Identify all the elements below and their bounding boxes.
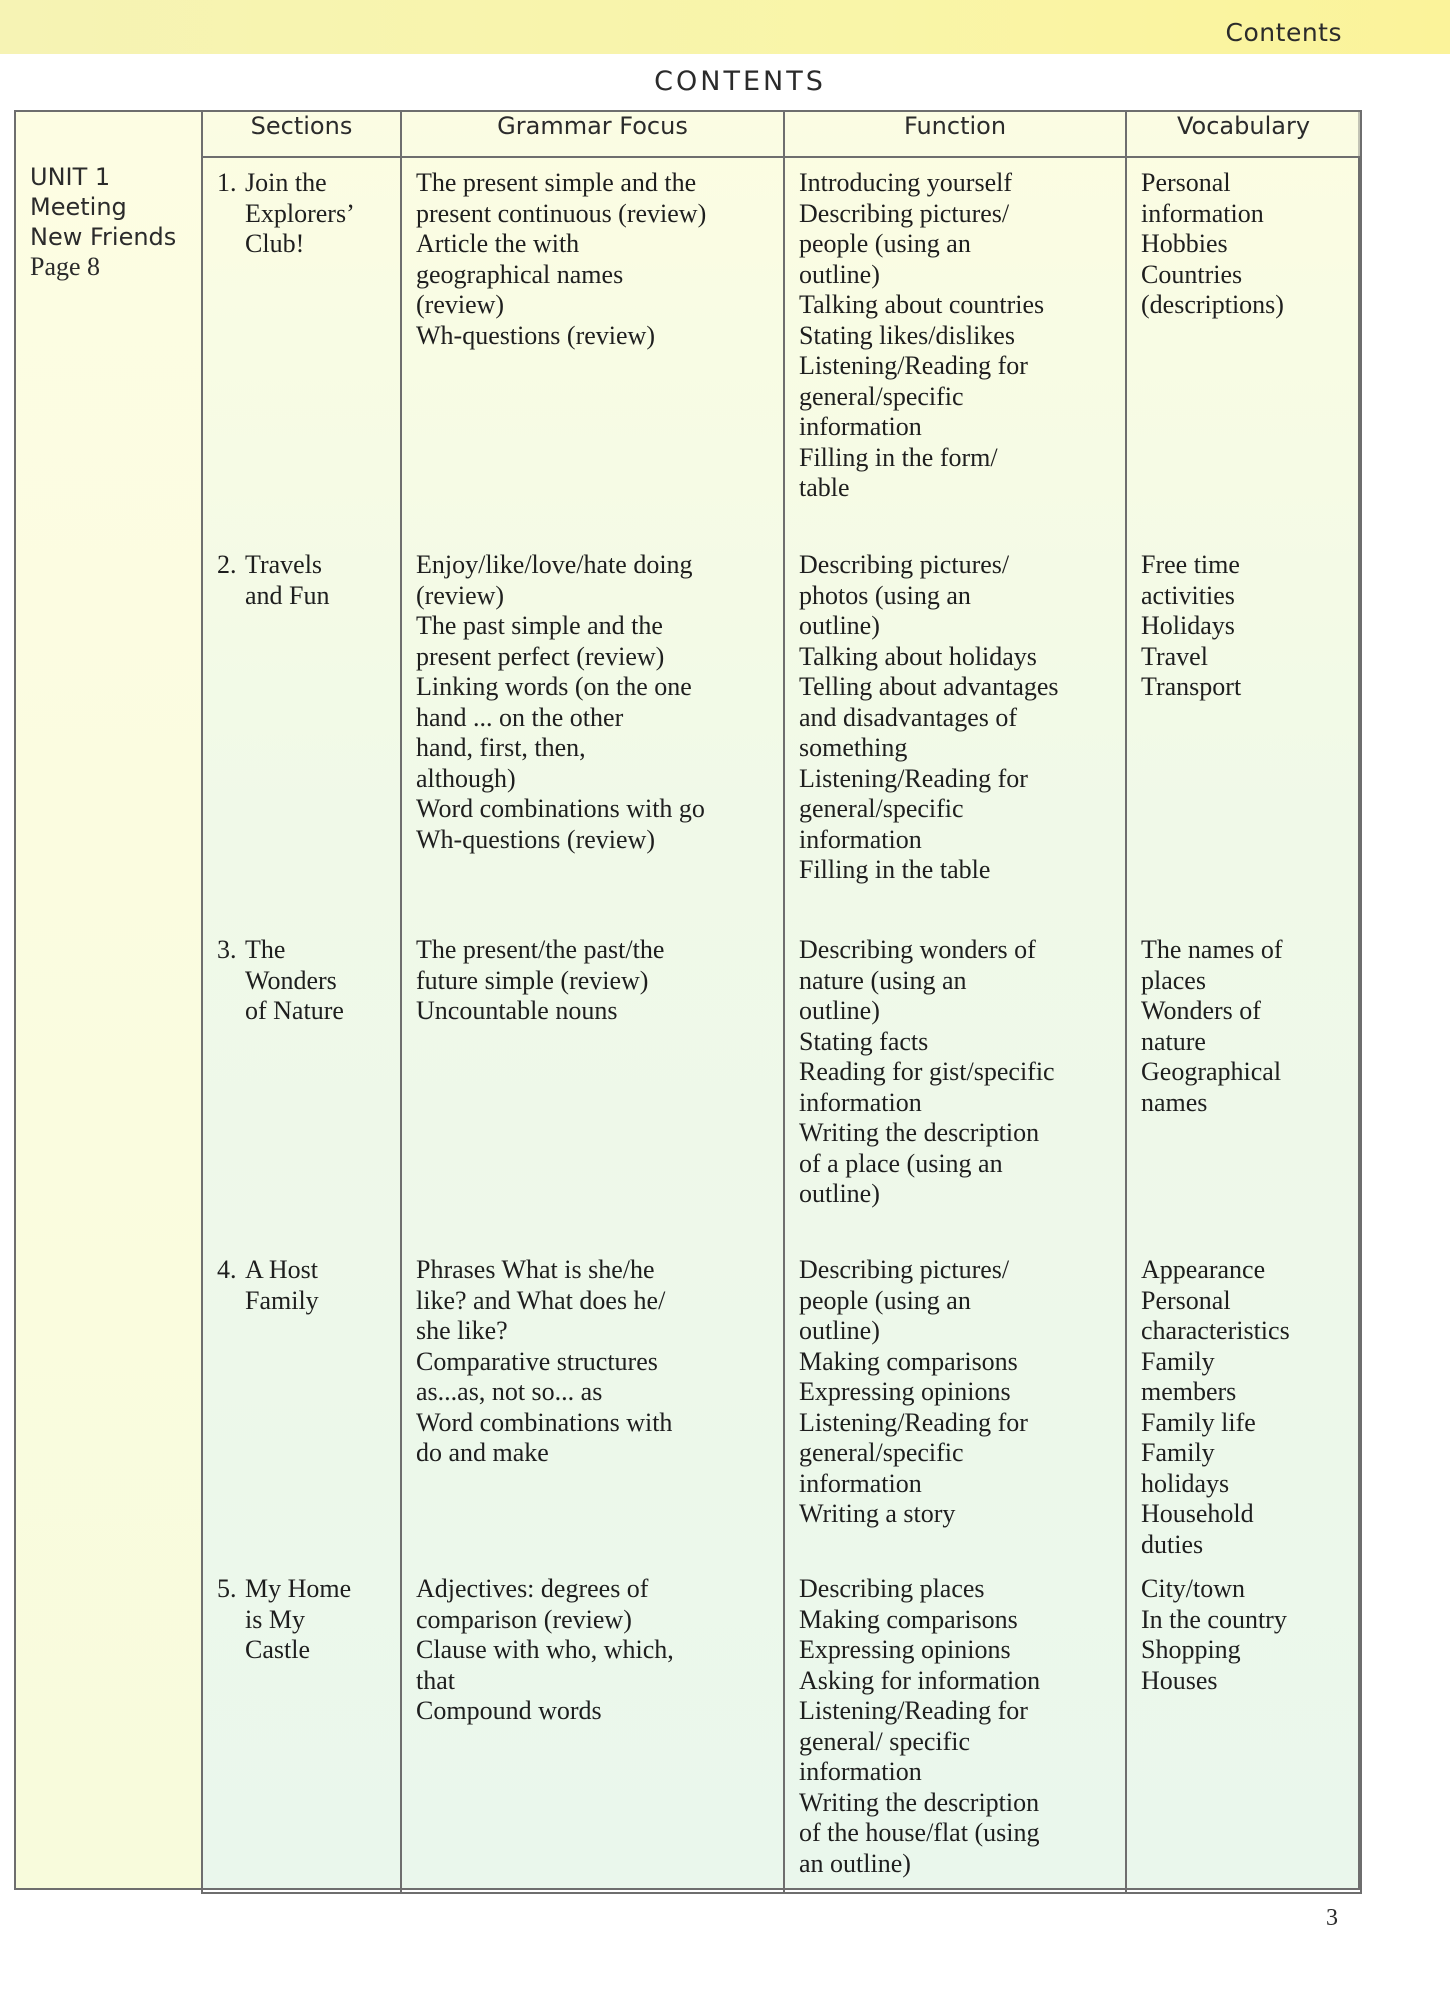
function-line: general/specific xyxy=(799,1438,964,1467)
vocabulary-line: Houses xyxy=(1141,1665,1218,1695)
grammar-cell xyxy=(401,1245,784,1564)
unit-page: Page 8 xyxy=(30,252,101,281)
grammar-line: as...as, not so... as xyxy=(416,1377,603,1406)
vocabulary-cell xyxy=(1126,1564,1361,1893)
function-line: Listening/Reading for xyxy=(799,351,1028,380)
section-title-line: My Home xyxy=(245,1574,352,1603)
function-line: Stating facts xyxy=(799,1026,929,1056)
section-cell xyxy=(202,1564,401,1893)
function-cell xyxy=(784,1245,1126,1564)
function-line: information xyxy=(799,1468,922,1498)
vocabulary-line: Countries xyxy=(1141,259,1243,289)
function-line: general/ specific xyxy=(799,1726,971,1756)
function-line: Listening/Reading for xyxy=(799,763,1028,793)
vocabulary-line: Household xyxy=(1141,1499,1254,1528)
grammar-line: Wh-questions (review) xyxy=(416,320,655,350)
grammar-line: Uncountable nouns xyxy=(416,996,618,1025)
function-line: Expressing opinions xyxy=(799,1377,1011,1406)
section-number: 3. xyxy=(217,935,237,964)
function-line: and disadvantages of xyxy=(799,702,1018,732)
unit-name-line2: New Friends xyxy=(30,223,177,251)
function-cell xyxy=(784,540,1126,925)
table-body xyxy=(202,157,1361,1893)
function-line: Telling about advantages xyxy=(799,672,1059,701)
function-line: Describing pictures/ xyxy=(799,1255,1010,1284)
vocabulary-cell xyxy=(1126,157,1361,540)
vocabulary-line: Travel xyxy=(1141,641,1208,671)
grammar-cell xyxy=(401,540,784,925)
section-cell xyxy=(202,157,401,540)
grammar-line: (review) xyxy=(416,290,505,319)
grammar-line: Phrases What is she/he xyxy=(416,1255,655,1284)
section-title-line: Wonders xyxy=(245,965,337,995)
section-title-line: Travels xyxy=(245,550,323,579)
grammar-line: (review) xyxy=(416,580,505,610)
unit-column xyxy=(14,110,203,1890)
vocabulary-line: Personal xyxy=(1141,168,1231,197)
grammar-line: comparison (review) xyxy=(416,1604,632,1634)
vocabulary-line: Family xyxy=(1141,1438,1215,1467)
function-line: Describing pictures/ xyxy=(799,550,1010,579)
grammar-line: geographical names xyxy=(416,259,624,289)
function-line: table xyxy=(799,473,850,502)
function-line: an outline) xyxy=(799,1848,911,1878)
running-head: Contents xyxy=(1225,18,1342,47)
function-line: Talking about holidays xyxy=(799,641,1037,671)
contents-table xyxy=(201,110,1362,1894)
unit-name-line1: Meeting xyxy=(30,193,127,221)
section-cell xyxy=(202,540,401,925)
function-line: outline) xyxy=(799,1316,880,1345)
section-title-line: The xyxy=(245,935,286,964)
section-title-line: Castle xyxy=(245,1635,310,1664)
vocabulary-line: names xyxy=(1141,1087,1208,1117)
vocabulary-line: Geographical xyxy=(1141,1057,1282,1086)
vocabulary-line: Family xyxy=(1141,1346,1215,1376)
function-line: people (using an xyxy=(799,229,971,258)
table-row xyxy=(202,540,1361,925)
grammar-line: like? and What does he/ xyxy=(416,1285,666,1315)
grammar-line: although) xyxy=(416,763,516,793)
vocabulary-line: Hobbies xyxy=(1141,229,1228,258)
function-line: Making comparisons xyxy=(799,1604,1018,1634)
function-line: Writing a story xyxy=(799,1499,956,1528)
function-line: Asking for information xyxy=(799,1665,1041,1695)
vocabulary-line: (descriptions) xyxy=(1141,290,1284,319)
function-line: outline) xyxy=(799,259,880,289)
grammar-cell xyxy=(401,1564,784,1893)
function-line: information xyxy=(799,1757,922,1786)
grammar-cell xyxy=(401,925,784,1245)
grammar-line: Adjectives: degrees of xyxy=(416,1574,649,1603)
vocabulary-cell xyxy=(1126,540,1361,925)
grammar-line: Wh-questions (review) xyxy=(416,824,655,854)
function-line: Expressing opinions xyxy=(799,1635,1011,1664)
vocabulary-line: Family life xyxy=(1141,1407,1256,1437)
function-line: Describing wonders of xyxy=(799,935,1036,964)
section-title-line: A Host xyxy=(245,1255,318,1284)
grammar-line: do and make xyxy=(416,1438,549,1467)
grammar-line: future simple (review) xyxy=(416,965,649,995)
grammar-line: Word combinations with xyxy=(416,1407,673,1437)
function-line: Writing the description xyxy=(799,1118,1040,1147)
header-row xyxy=(202,111,1361,157)
grammar-line: present perfect (review) xyxy=(416,641,665,671)
grammar-cell xyxy=(401,157,784,540)
section-title-line: Explorers’ xyxy=(245,198,355,228)
grammar-line: Linking words (on the one xyxy=(416,672,692,701)
function-line: nature (using an xyxy=(799,965,967,995)
function-line: outline) xyxy=(799,996,880,1025)
vocabulary-line: places xyxy=(1141,965,1206,995)
table-row xyxy=(202,157,1361,540)
grammar-line: Comparative structures xyxy=(416,1346,658,1376)
grammar-line: hand, first, then, xyxy=(416,733,586,762)
function-line: of a place (using an xyxy=(799,1148,1003,1178)
function-line: general/specific xyxy=(799,794,964,823)
function-line: outline) xyxy=(799,611,880,640)
function-line: general/specific xyxy=(799,381,964,411)
grammar-line: Clause with who, which, xyxy=(416,1635,674,1664)
function-line: Making comparisons xyxy=(799,1346,1018,1376)
vocabulary-line: Wonders of xyxy=(1141,996,1261,1025)
grammar-line: Enjoy/like/love/hate doing xyxy=(416,550,693,579)
grammar-line: Article the with xyxy=(416,229,580,258)
section-number: 5. xyxy=(217,1574,237,1603)
header-grammar: Grammar Focus xyxy=(401,111,784,157)
vocabulary-cell xyxy=(1126,1245,1361,1564)
vocabulary-line: Transport xyxy=(1141,672,1242,701)
function-line: information xyxy=(799,412,922,441)
section-cell xyxy=(202,925,401,1245)
vocabulary-line: Shopping xyxy=(1141,1635,1241,1664)
page-title: CONTENTS xyxy=(654,66,826,97)
grammar-line: The present simple and the xyxy=(416,168,697,197)
function-line: Talking about countries xyxy=(799,290,1045,319)
vocabulary-line: activities xyxy=(1141,580,1235,610)
header-function: Function xyxy=(784,111,1126,157)
vocabulary-line: Appearance xyxy=(1141,1255,1266,1284)
header-sections: Sections xyxy=(202,111,401,157)
vocabulary-line: characteristics xyxy=(1141,1316,1290,1345)
section-title-line: Family xyxy=(245,1285,319,1315)
section-title-line: and Fun xyxy=(245,580,330,610)
vocabulary-cell xyxy=(1126,925,1361,1245)
function-line: information xyxy=(799,824,922,854)
section-title-line: is My xyxy=(245,1604,305,1634)
function-line: Describing pictures/ xyxy=(799,198,1010,228)
section-title-line: Club! xyxy=(245,229,305,258)
grammar-line: hand ... on the other xyxy=(416,702,624,732)
unit-label: UNIT 1 xyxy=(30,163,111,191)
grammar-line: Word combinations with go xyxy=(416,794,705,823)
table-row xyxy=(202,1245,1361,1564)
vocabulary-line: information xyxy=(1141,198,1264,228)
section-number: 2. xyxy=(217,550,237,579)
vocabulary-line: nature xyxy=(1141,1026,1206,1056)
unit-info xyxy=(30,162,195,282)
grammar-line: The present/the past/the xyxy=(416,935,665,964)
section-title-line: Join the xyxy=(245,168,327,197)
grammar-line: she like? xyxy=(416,1316,508,1345)
function-line: something xyxy=(799,733,908,762)
table-row xyxy=(202,925,1361,1245)
function-line: Filling in the table xyxy=(799,855,991,884)
vocabulary-line: In the country xyxy=(1141,1604,1287,1634)
vocabulary-line: members xyxy=(1141,1377,1237,1406)
function-line: outline) xyxy=(799,1179,880,1208)
function-line: Listening/Reading for xyxy=(799,1407,1028,1437)
page-number: 3 xyxy=(1326,1905,1338,1931)
vocabulary-line: duties xyxy=(1141,1529,1204,1559)
section-title-line: of Nature xyxy=(245,996,344,1025)
function-line: Describing places xyxy=(799,1574,985,1603)
section-number: 1. xyxy=(217,168,237,197)
function-cell xyxy=(784,925,1126,1245)
table-row xyxy=(202,1564,1361,1893)
function-line: photos (using an xyxy=(799,580,971,610)
vocabulary-line: holidays xyxy=(1141,1468,1230,1498)
function-line: Writing the description xyxy=(799,1787,1040,1817)
vocabulary-line: Free time xyxy=(1141,550,1240,579)
function-line: Filling in the form/ xyxy=(799,442,998,472)
function-line: people (using an xyxy=(799,1285,971,1315)
function-line: of the house/flat (using xyxy=(799,1818,1040,1847)
grammar-line: that xyxy=(416,1665,455,1695)
function-line: Stating likes/dislikes xyxy=(799,320,1015,350)
function-line: Reading for gist/specific xyxy=(799,1057,1055,1086)
grammar-line: present continuous (review) xyxy=(416,198,707,228)
function-line: Listening/Reading for xyxy=(799,1696,1028,1725)
vocabulary-line: Personal xyxy=(1141,1285,1231,1315)
grammar-line: The past simple and the xyxy=(416,611,663,640)
section-cell xyxy=(202,1245,401,1564)
vocabulary-line: The names of xyxy=(1141,935,1283,964)
function-line: information xyxy=(799,1087,922,1117)
function-cell xyxy=(784,1564,1126,1893)
section-number: 4. xyxy=(217,1255,237,1284)
vocabulary-line: City/town xyxy=(1141,1574,1246,1603)
function-line: Introducing yourself xyxy=(799,168,1013,197)
function-cell xyxy=(784,157,1126,540)
header-vocabulary: Vocabulary xyxy=(1126,111,1361,157)
vocabulary-line: Holidays xyxy=(1141,611,1235,640)
grammar-line: Compound words xyxy=(416,1696,602,1725)
